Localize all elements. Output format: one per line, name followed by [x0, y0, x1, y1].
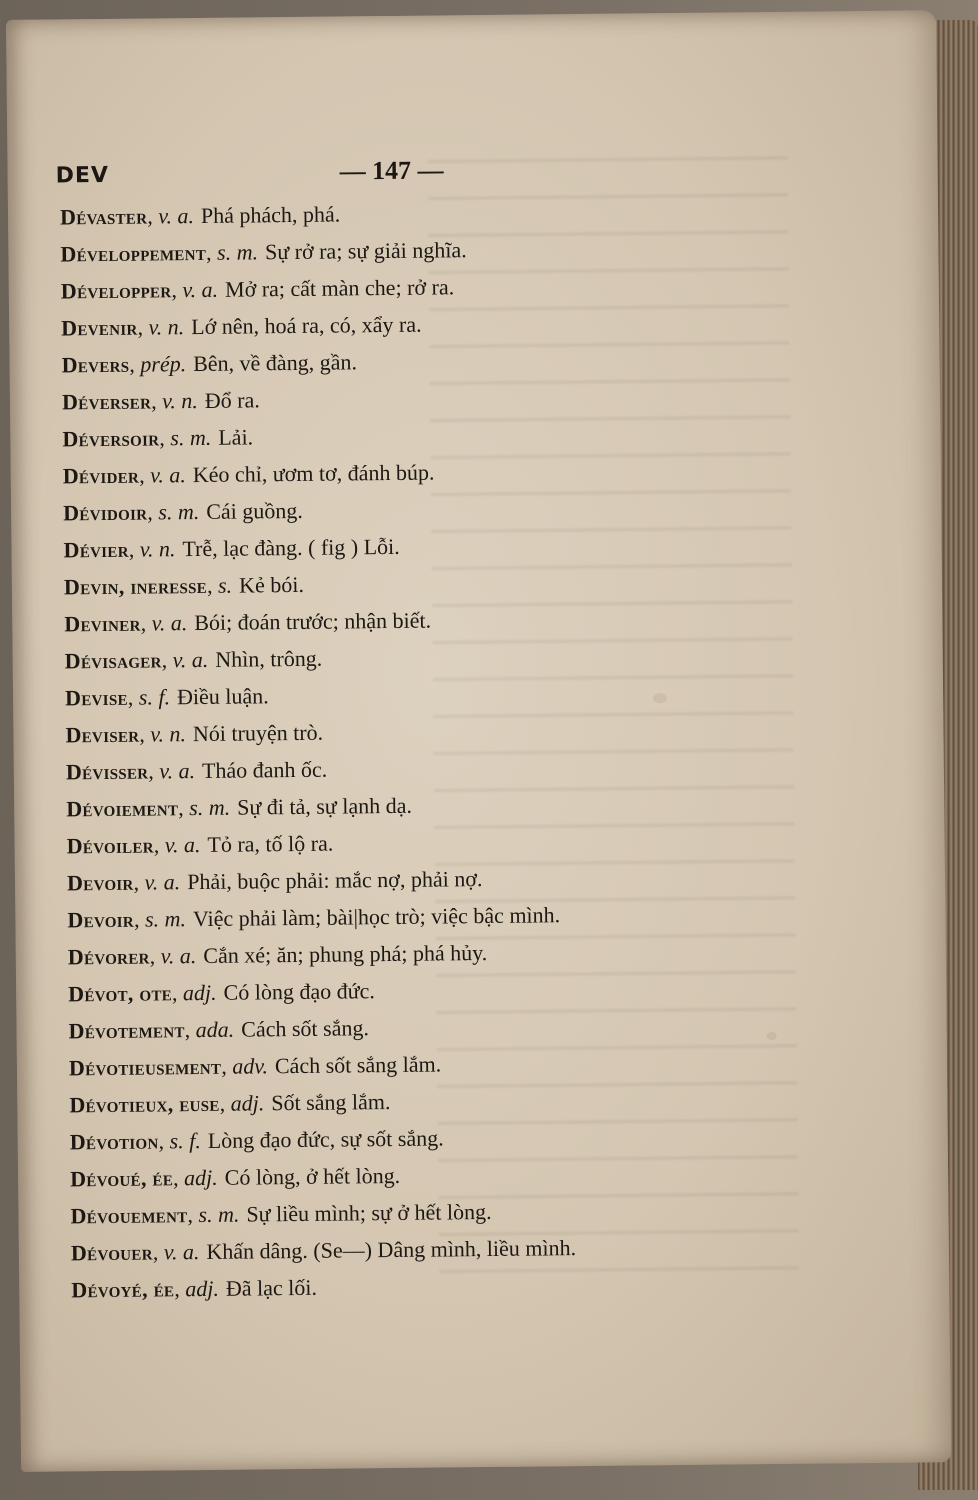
definition: Kẻ bói.: [238, 571, 304, 598]
grammar-label: s. m.: [144, 906, 187, 932]
dictionary-entry: Devoir , s. m. Việc phải làm; bài|học trò; việc bậc mình.: [67, 902, 561, 933]
definition: Cách sốt sắng.: [241, 1015, 370, 1042]
dictionary-entry: Deviner , v. a. Bói; đoán trước; nhận biết.: [64, 607, 432, 637]
definition: Sự liều mình; sự ở hết lòng.: [246, 1198, 492, 1227]
dictionary-entry: Dévotement , ada. Cách sốt sắng.: [68, 1015, 370, 1044]
headword: Dévoué, ée: [70, 1165, 174, 1192]
dictionary-entry: Devoir , v. a. Phải, buộc phải: mắc nợ, phải nợ.: [66, 866, 483, 896]
grammar-label: v. a.: [144, 869, 181, 895]
headword: Devoir: [67, 906, 135, 933]
dictionary-entry: Dévorer , v. a. Cắn xé; ăn; phung phá; phá hủy.: [67, 940, 488, 970]
dictionary-entry: Dévaster , v. a. Phá phách, phá.: [59, 201, 341, 230]
definition: Cách sốt sắng lắm.: [274, 1051, 442, 1079]
definition: Có lòng, ở hết lòng.: [224, 1162, 401, 1190]
grammar-label: v. n.: [148, 314, 185, 340]
grammar-label: v. a.: [151, 610, 188, 636]
headword: Dévotieusement: [68, 1053, 222, 1081]
grammar-label: prép.: [140, 351, 187, 377]
grammar-label: s. m.: [189, 794, 231, 821]
grammar-label: v. a.: [158, 203, 195, 229]
definition: Sự đi tả, sự lạnh dạ.: [237, 792, 413, 820]
dictionary-entry: Devise , s. f. Điều luận.: [64, 683, 269, 711]
grammar-label: adv.: [232, 1053, 269, 1079]
definition: Kéo chỉ, ươm tơ, đánh búp.: [192, 459, 435, 488]
headword: Déverser: [61, 388, 152, 415]
headword: Dévot, ote: [68, 980, 173, 1007]
headword: Déversoir: [62, 425, 160, 452]
headword: Dévaster: [59, 203, 148, 230]
grammar-label: v. a.: [164, 832, 201, 858]
definition: Đã lạc lối.: [225, 1274, 318, 1301]
dictionary-entry: Dévisser , v. a. Tháo đanh ốc.: [65, 756, 328, 785]
headword: Dévisager: [64, 647, 162, 674]
dictionary-entry: Dévisager , v. a. Nhìn, trông.: [64, 645, 323, 674]
definition: Bói; đoán trước; nhận biết.: [194, 607, 432, 636]
headword: Dévouer: [70, 1239, 153, 1266]
headword: Dévotement: [68, 1017, 185, 1044]
definition: Lải.: [218, 424, 254, 450]
grammar-label: ada.: [195, 1016, 235, 1043]
dictionary-entry: Dévouer , v. a. Khấn dâng. (Se—) Dâng mình, liều mình.: [70, 1235, 577, 1266]
definition: Nói truyện trò.: [192, 719, 324, 747]
definition: Có lòng đạo đức.: [223, 978, 375, 1005]
definition: Mở ra; cất màn che; rở ra.: [224, 274, 455, 302]
dictionary-entry: Devin, ineresse , s. Kẻ bói.: [63, 571, 304, 600]
page-header: [55, 151, 895, 200]
dictionary-entry: Deviser , v. n. Nói truyện trò.: [65, 719, 324, 748]
grammar-label: s.: [217, 572, 233, 598]
dictionary-entry: Dévouement , s. m. Sự liều mình; sự ở hết lòng.: [70, 1198, 492, 1229]
definition: Phải, buộc phải: mắc nợ, phải nợ.: [187, 866, 483, 895]
dictionary-entry: Dévier , v. n. Trễ, lạc đàng. ( fig ) Lỗi.: [63, 533, 400, 563]
running-head: DEV: [55, 162, 110, 189]
headword: Dévotieux, euse: [69, 1090, 220, 1118]
headword: Développement: [60, 239, 207, 267]
page-number: — 147 —: [339, 155, 444, 186]
definition: Cái guồng.: [206, 497, 303, 524]
definition: Tháo đanh ốc.: [201, 756, 328, 783]
grammar-label: adj.: [182, 979, 217, 1006]
dictionary-entry: Déversoir , s. m. Lải.: [62, 424, 254, 452]
headword: Dévider: [62, 462, 140, 489]
headword: Devoir: [66, 869, 134, 896]
definition: Lòng đạo đức, sự sốt sắng.: [207, 1125, 444, 1153]
definition: Sự rở ra; sự giải nghĩa.: [264, 237, 467, 265]
headword: Dévoiler: [66, 832, 154, 859]
book-page: [6, 10, 951, 1472]
definition: Tỏ ra, tố lộ ra.: [207, 830, 334, 857]
headword: Dévisser: [65, 758, 149, 785]
grammar-label: v. n.: [150, 721, 187, 747]
grammar-label: v. a.: [159, 758, 196, 784]
grammar-label: s. m.: [216, 239, 259, 265]
definition: Sốt sắng lắm.: [271, 1089, 391, 1116]
grammar-label: v. a.: [182, 276, 219, 303]
headword: Deviser: [65, 721, 140, 748]
grammar-label: adj.: [183, 1164, 218, 1191]
definition: Điều luận.: [176, 683, 269, 710]
grammar-label: s. f.: [169, 1128, 201, 1154]
grammar-label: s. m.: [158, 499, 200, 525]
headword: Dévoyé, ée: [71, 1276, 175, 1303]
definition: Đổ ra.: [204, 387, 260, 413]
dictionary-entry: Développement , s. m. Sự rở ra; sự giải nghĩa.: [60, 237, 467, 267]
dictionary-entry: Développer , v. a. Mở ra; cất màn che; rở ra.: [60, 274, 455, 304]
definition: Lớ nên, hoá ra, có, xẩy ra.: [191, 311, 422, 340]
headword: Devenir: [61, 314, 138, 341]
dictionary-entry: Dévotieusement , adv. Cách sốt sắng lắm.: [68, 1051, 442, 1081]
definition: Bên, về đàng, gần.: [193, 349, 358, 377]
grammar-label: v. n.: [162, 388, 198, 414]
dictionary-entry: Dévotion , s. f. Lòng đạo đức, sự sốt sắng.: [69, 1125, 444, 1155]
dictionary-entries: [60, 196, 912, 1315]
grammar-label: adj.: [230, 1090, 265, 1116]
dictionary-entry: Dévot, ote , adj. Có lòng đạo đức.: [68, 978, 375, 1007]
dictionary-entry: Déverser , v. n. Đổ ra.: [61, 387, 260, 415]
definition: Phá phách, phá.: [200, 201, 341, 228]
grammar-label: s. m.: [170, 424, 212, 451]
headword: Devers: [61, 351, 130, 378]
dictionary-entry: Devers , prép. Bên, về đàng, gần.: [61, 349, 358, 378]
headword: Dévorer: [67, 943, 150, 970]
dictionary-entry: Dévoué, ée , adj. Có lòng, ở hết lòng.: [70, 1162, 401, 1192]
definition: Nhìn, trông.: [215, 645, 323, 672]
dictionary-entry: Dévoiement , s. m. Sự đi tả, sự lạnh dạ.: [66, 792, 413, 822]
headword: Dévier: [63, 536, 129, 563]
headword: Dévoiement: [66, 795, 179, 822]
grammar-label: v. a.: [160, 943, 197, 969]
grammar-label: v. a.: [149, 462, 186, 488]
dictionary-entry: Dévoyé, ée , adj. Đã lạc lối.: [71, 1274, 318, 1303]
dictionary-entry: Dévidoir , s. m. Cái guồng.: [63, 497, 303, 526]
dictionary-entry: Devenir , v. n. Lớ nên, hoá ra, có, xẩy ra.: [61, 311, 422, 341]
grammar-label: adj.: [185, 1275, 220, 1302]
definition: Cắn xé; ăn; phung phá; phá hủy.: [203, 940, 488, 968]
definition: Khấn dâng. (Se—) Dâng mình, liều mình.: [206, 1235, 577, 1264]
dictionary-entry: Dévoiler , v. a. Tỏ ra, tố lộ ra.: [66, 830, 334, 859]
headword: Dévotion: [69, 1128, 159, 1155]
definition: Trễ, lạc đàng. ( fig ) Lỗi.: [182, 533, 400, 562]
dictionary-entry: Dévotieux, euse , adj. Sốt sắng lắm.: [69, 1089, 391, 1118]
headword: Développer: [60, 277, 172, 304]
definition: Việc phải làm; bài|học trò; việc bậc mình.: [192, 902, 561, 932]
grammar-label: v. a.: [172, 646, 209, 673]
grammar-label: v. n.: [139, 536, 176, 562]
headword: Dévidoir: [63, 499, 148, 526]
grammar-label: s. f.: [138, 684, 171, 710]
dictionary-entry: Dévider , v. a. Kéo chỉ, ươm tơ, đánh búp.: [62, 459, 435, 489]
headword: Dévouement: [70, 1202, 188, 1229]
headword: Devin, ineresse: [63, 572, 208, 600]
grammar-label: s. m.: [198, 1201, 240, 1228]
headword: Deviner: [64, 610, 141, 637]
grammar-label: v. a.: [163, 1239, 200, 1265]
headword: Devise: [64, 684, 128, 711]
